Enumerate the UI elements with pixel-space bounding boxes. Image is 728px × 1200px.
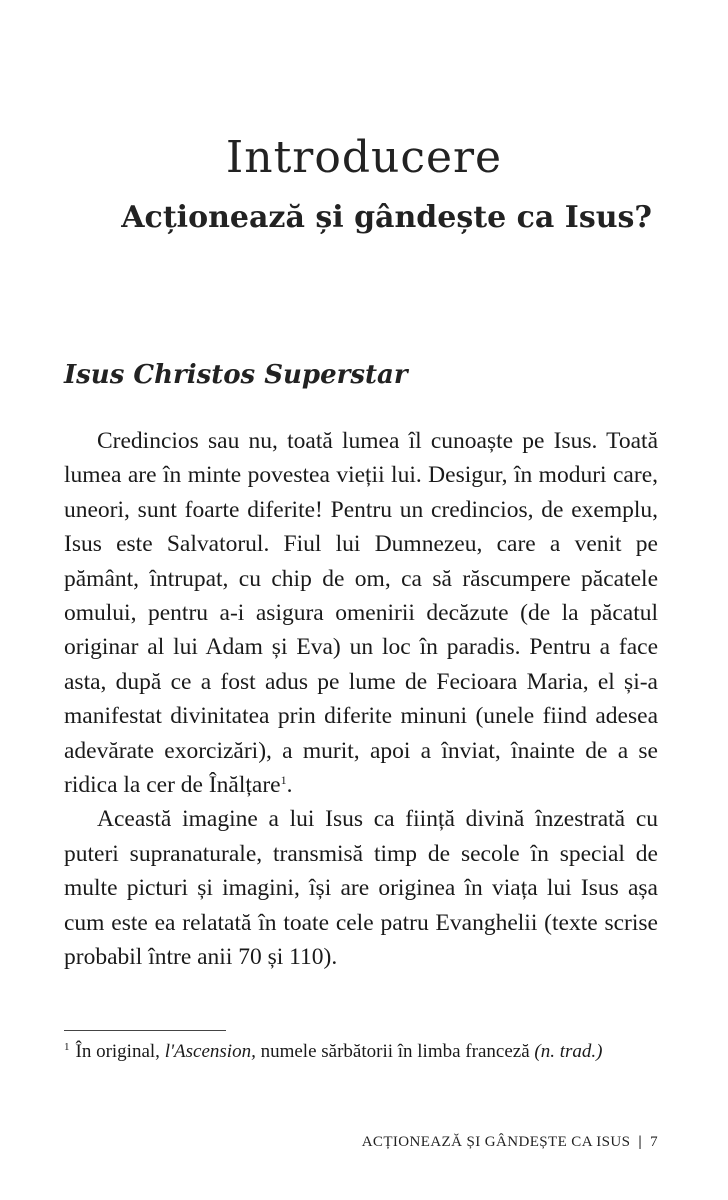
running-title: ACȚIONEAZĂ ȘI GÂNDEȘTE CA ISUS [361,1134,631,1150]
footnote [64,1038,658,1065]
chapter-subtitle: Acționează și gândește ca Isus? [121,200,652,235]
footnote-translator-note: (n. trad.) [534,1041,603,1062]
chapter-title: Introducere [225,132,503,183]
page-footer [362,1134,658,1151]
footnote-reference[interactable]: 1 [280,773,287,788]
paragraph-2: Această imagine a lui Isus ca ființă divină înzestrată cu puteri supranaturale, transmisă timp de secole în special de multe picturi și imagini, își are originea în viața lui Isus așa cum este ea relatată în toate cele patru Evanghelii (texte scrise probabil între anii 70 și 110). [64,806,658,971]
footnote-text-after: numele sărbătorii în limba franceză [255,1041,535,1062]
page-number: 7 [650,1134,658,1150]
paragraph-1-text: Credincios sau nu, toată lumea îl cunoaște pe Isus. Toată lumea are în minte povestea vieții lui. Desigur, în moduri care, uneori, sunt foarte diferite! Pentru un credincios, de exemplu, Isus este Salvatorul. Fiul lui Dumnezeu, care a venit pe pământ, întrupat, cu chip de om, ca să răscumpere păcatele omului, pentru a-i asigura omenirii decăzute (de la păcatul originar al lui Adam și Eva) un loc în paradis. Pentru a face asta, după ce a fost adus pe lume de Fecioara Maria, el și-a manifestat divinitatea prin diferite minuni (unele fiind adesea adevărate exorcizări), a murit, apoi a înviat, înainte de a se ridica la cer de Înălțare [64,428,658,799]
section-heading: Isus Christos Superstar [64,360,408,390]
footnote-text-before: În original, [75,1041,165,1062]
footer-separator: | [638,1134,643,1150]
footnote-divider [64,1030,226,1031]
footnote-marker: 1 [64,1041,70,1053]
body-text [64,424,658,975]
footnote-italic-term: l'Ascension, [164,1041,256,1062]
paragraph-1 [64,424,658,802]
paragraph-1-end: . [286,772,293,799]
